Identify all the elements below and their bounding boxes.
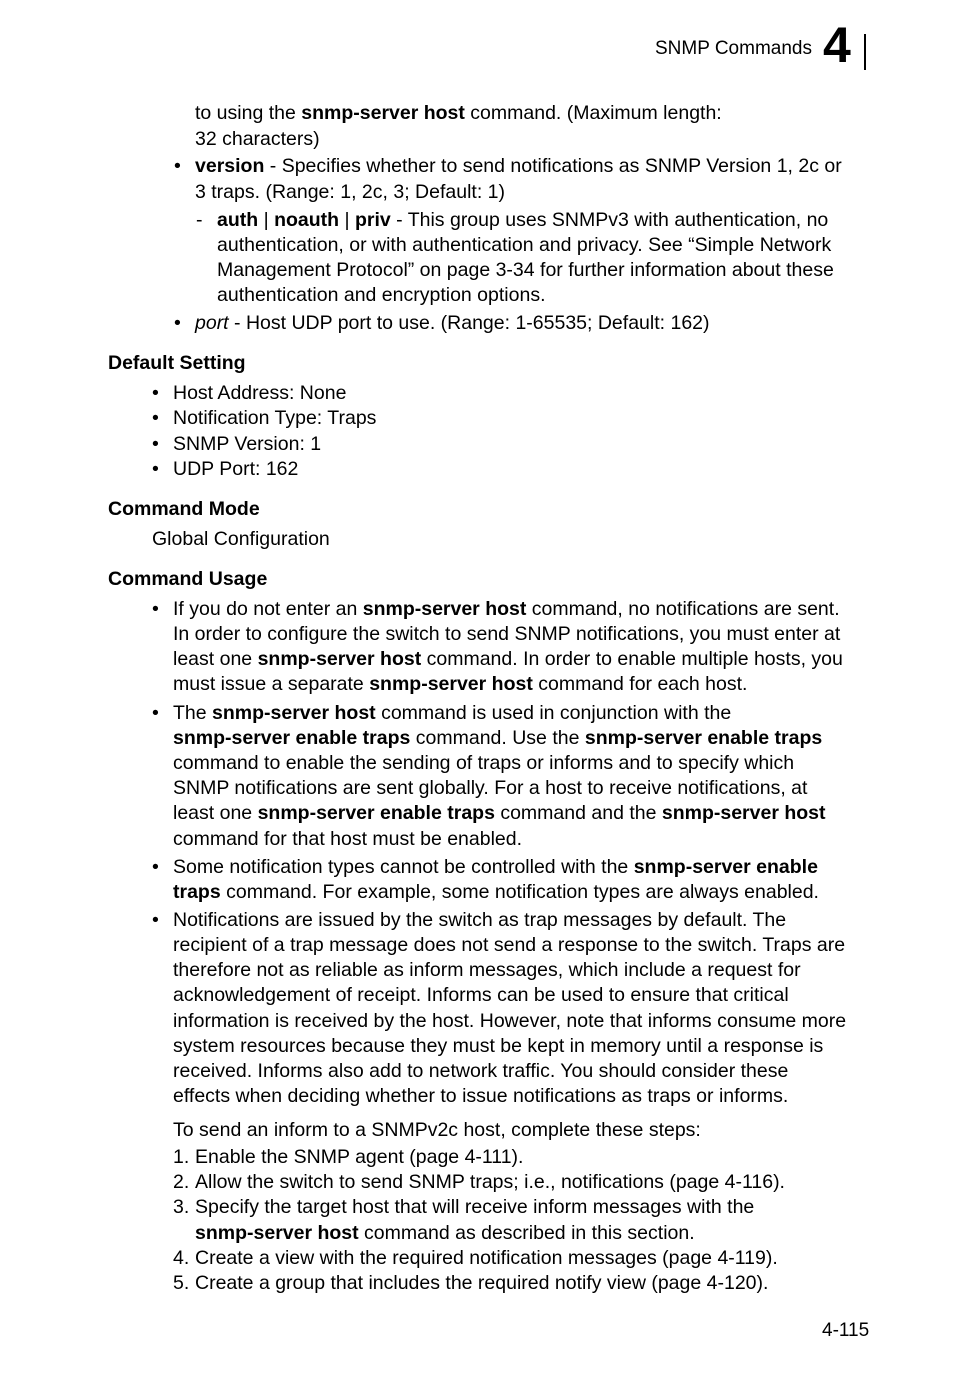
usage-line: In order to configure the switch to send SNMP notifications, you must enter at xyxy=(173,623,841,645)
usage-line: must issue a separate snmp-server host command for each host. xyxy=(173,673,748,695)
italic-run: port xyxy=(195,312,229,334)
usage-line: command for that host must be enabled. xyxy=(173,828,523,850)
default-item: Notification Type: Traps xyxy=(173,407,377,429)
param-auth-line: auth | noauth | priv - This group uses SNMPv3 with authentication, no xyxy=(217,209,829,231)
step-number: 5. xyxy=(173,1272,190,1294)
default-item: Host Address: None xyxy=(173,382,347,404)
param-version-line: version - Specifies whether to send notifications as SNMP Version 1, 2c or xyxy=(195,155,842,177)
dash-glyph: - xyxy=(196,209,203,231)
command-mode-text: Global Configuration xyxy=(152,528,330,550)
bold-run: snmp-server host xyxy=(257,648,422,670)
bold-run: priv xyxy=(354,209,391,231)
bullet-glyph: • xyxy=(174,312,181,334)
bold-run: snmp-server host xyxy=(661,802,826,824)
bold-run: snmp-server host xyxy=(369,673,533,695)
param-port-line: port - Host UDP port to use. (Range: 1-65535; Default: 162) xyxy=(195,312,710,334)
default-item: SNMP Version: 1 xyxy=(173,433,322,455)
param-auth-line: authentication, or with authentication and privacy. See “Simple Network xyxy=(217,234,832,256)
bullet-glyph: • xyxy=(152,458,159,480)
bold-run: snmp-server enable traps xyxy=(584,727,823,749)
step-text: Create a group that includes the required notify view (page 4-120). xyxy=(195,1272,769,1294)
bold-run: auth xyxy=(217,209,259,231)
bold-run: noauth xyxy=(274,209,340,231)
step-number: 3. xyxy=(173,1196,190,1218)
steps-intro: To send an inform to a SNMPv2c host, complete these steps: xyxy=(173,1119,701,1141)
usage-line: Some notification types cannot be controlled with the snmp-server enable xyxy=(173,856,818,878)
paragraph-line: to using the snmp-server host command. (Maximum length: xyxy=(195,102,722,124)
usage-line: least one snmp-server enable traps command and the snmp-server host xyxy=(173,802,826,824)
usage-line: acknowledgement of receipt. Informs can be used to ensure that critical xyxy=(173,984,789,1006)
bullet-glyph: • xyxy=(152,598,159,620)
bullet-glyph: • xyxy=(152,856,159,878)
usage-line: command to enable the sending of traps or informs and to specify which xyxy=(173,752,795,774)
bold-run: snmp-server host xyxy=(195,1222,359,1244)
usage-line: recipient of a trap message does not send a response to the switch. Traps are xyxy=(173,934,846,956)
step-text: snmp-server host command as described in this section. xyxy=(195,1222,695,1244)
usage-line: therefore not as reliable as inform messages, which include a request for xyxy=(173,959,801,981)
bullet-glyph: • xyxy=(174,155,181,177)
step-text: Specify the target host that will receive inform messages with the xyxy=(195,1196,755,1218)
usage-line: information is received by the host. However, note that informs consume more xyxy=(173,1010,847,1032)
bold-run: snmp-server enable xyxy=(633,856,818,878)
bold-run: snmp-server host xyxy=(212,702,376,724)
bold-run: snmp-server enable traps xyxy=(173,727,411,749)
step-text: Create a view with the required notification messages (page 4-119). xyxy=(195,1247,778,1269)
section-heading-command-usage: Command Usage xyxy=(108,568,268,590)
usage-line: If you do not enter an snmp-server host command, no notifications are sent. xyxy=(173,598,840,620)
bold-run: traps xyxy=(173,881,221,903)
usage-line: system resources because they must be kept in memory until a response is xyxy=(173,1035,824,1057)
default-item: UDP Port: 162 xyxy=(173,458,299,480)
step-text: Enable the SNMP agent (page 4-111). xyxy=(195,1146,524,1168)
step-number: 1. xyxy=(173,1146,190,1168)
usage-line: least one snmp-server host command. In order to enable multiple hosts, you xyxy=(173,648,843,670)
section-heading-default-setting: Default Setting xyxy=(108,352,246,374)
bullet-glyph: • xyxy=(152,433,159,455)
bullet-glyph: • xyxy=(152,702,159,724)
bold-run: snmp-server enable traps xyxy=(257,802,495,824)
usage-line: snmp-server enable traps command. Use the snmp-server enable traps xyxy=(173,727,823,749)
bullet-glyph: • xyxy=(152,382,159,404)
step-number: 4. xyxy=(173,1247,190,1269)
bold-run: snmp-server host xyxy=(301,102,465,124)
chapter-number: 4 xyxy=(823,17,851,73)
paragraph-line: 32 characters) xyxy=(195,128,320,150)
param-auth-line: authentication and encryption options. xyxy=(217,284,546,306)
usage-line: received. Informs also add to network traffic. You should consider these xyxy=(173,1060,789,1082)
bold-run: snmp-server host xyxy=(362,598,527,620)
chapter-rule xyxy=(864,34,866,70)
usage-line: SNMP notifications are sent globally. For a host to receive notifications, at xyxy=(173,777,808,799)
param-version-line: 3 traps. (Range: 1, 2c, 3; Default: 1) xyxy=(195,181,505,203)
usage-line: Notifications are issued by the switch as trap messages by default. The xyxy=(173,909,787,931)
step-text: Allow the switch to send SNMP traps; i.e., notifications (page 4-116). xyxy=(195,1171,785,1193)
usage-line: The snmp-server host command is used in conjunction with the xyxy=(173,702,732,724)
usage-line: effects when deciding whether to issue notifications as traps or informs. xyxy=(173,1085,789,1107)
bullet-glyph: • xyxy=(152,909,159,931)
section-heading-command-mode: Command Mode xyxy=(108,498,260,520)
running-header: SNMP Commands xyxy=(655,38,812,59)
usage-line: traps command. For example, some notification types are always enabled. xyxy=(173,881,819,903)
step-number: 2. xyxy=(173,1171,190,1193)
param-auth-line: Management Protocol” on page 3-34 for further information about these xyxy=(217,259,834,281)
bold-run: version xyxy=(195,155,265,177)
bullet-glyph: • xyxy=(152,407,159,429)
page-number: 4-115 xyxy=(822,1320,870,1341)
